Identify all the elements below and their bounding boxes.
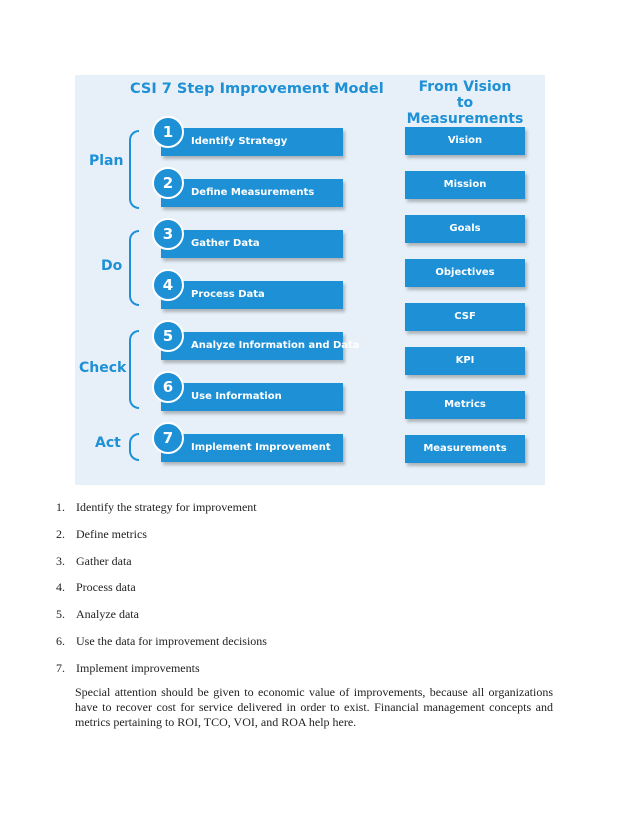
step-box-1 bbox=[161, 123, 343, 156]
list-item bbox=[56, 634, 267, 661]
list-text: Analyze data bbox=[76, 607, 139, 622]
objectives-box: Objectives bbox=[405, 259, 525, 287]
list-item bbox=[56, 554, 267, 581]
step-box-2 bbox=[161, 174, 343, 207]
list-text: Implement improvements bbox=[76, 660, 200, 675]
list-item bbox=[56, 500, 267, 527]
step-label-3: Gather Data bbox=[191, 238, 260, 249]
check-brace bbox=[129, 330, 139, 409]
list-text: Use the data for improvement decisions bbox=[76, 633, 267, 648]
step-number-6: 6 bbox=[152, 371, 184, 403]
step-number-1: 1 bbox=[152, 116, 184, 148]
list-number: 3. bbox=[56, 553, 65, 568]
list-text: Define metrics bbox=[76, 526, 147, 541]
phase-act: Act bbox=[95, 435, 121, 451]
list-number: 1. bbox=[56, 500, 65, 514]
step-number-5: 5 bbox=[152, 320, 184, 352]
list-number: 5. bbox=[56, 607, 65, 622]
vision-title-line2: to Measurements bbox=[406, 95, 524, 127]
list-number: 6. bbox=[56, 633, 65, 648]
list-text: Identify the strategy for improvement bbox=[76, 500, 257, 514]
step-number-3: 3 bbox=[152, 218, 184, 250]
step-number-7: 7 bbox=[152, 422, 184, 454]
list-text: Gather data bbox=[76, 553, 132, 568]
goals-box: Goals bbox=[405, 215, 525, 243]
list-item bbox=[56, 580, 267, 607]
diagram-title: CSI 7 Step Improvement Model bbox=[130, 81, 384, 97]
list-item bbox=[56, 661, 267, 688]
step-label-1: Identify Strategy bbox=[191, 136, 288, 147]
body-paragraph: Special attention should be given to economic value of improvements, because all organizations have to recover cost for service delivered in order to exist. Financial management concepts and metrics pertaining to ROI, TCO, VOI, and ROA help here. bbox=[75, 685, 553, 729]
csi-improvement-diagram bbox=[75, 75, 545, 485]
list-number: 2. bbox=[56, 526, 65, 541]
step-box-3 bbox=[161, 225, 343, 258]
metrics-box: Metrics bbox=[405, 391, 525, 419]
vision-box: Vision bbox=[405, 127, 525, 155]
step-label-6: Use Information bbox=[191, 391, 282, 402]
vision-column-title bbox=[400, 79, 530, 127]
vision-title-line1: From Vision bbox=[418, 79, 512, 95]
list-number: 4. bbox=[56, 580, 65, 595]
phase-do: Do bbox=[101, 258, 123, 274]
measurements-box: Measurements bbox=[405, 435, 525, 463]
kpi-box: KPI bbox=[405, 347, 525, 375]
step-label-2: Define Measurements bbox=[191, 187, 315, 198]
list-item bbox=[56, 607, 267, 634]
step-number-2: 2 bbox=[152, 167, 184, 199]
csf-box: CSF bbox=[405, 303, 525, 331]
list-item bbox=[56, 527, 267, 554]
step-label-5: Analyze Information and Data bbox=[191, 340, 360, 351]
step-label-4: Process Data bbox=[191, 289, 265, 300]
phase-check: Check bbox=[79, 360, 127, 376]
act-brace bbox=[129, 433, 139, 461]
step-number-4: 4 bbox=[152, 269, 184, 301]
step-box-7 bbox=[161, 429, 343, 462]
plan-brace bbox=[129, 130, 139, 209]
phase-plan: Plan bbox=[89, 153, 124, 169]
step-list bbox=[56, 500, 267, 688]
list-number: 7. bbox=[56, 660, 65, 675]
step-label-7: Implement Improvement bbox=[191, 442, 331, 453]
do-brace bbox=[129, 230, 139, 306]
mission-box: Mission bbox=[405, 171, 525, 199]
step-box-6 bbox=[161, 378, 343, 411]
step-box-5 bbox=[161, 327, 360, 360]
step-box-4 bbox=[161, 276, 343, 309]
list-text: Process data bbox=[76, 580, 136, 595]
